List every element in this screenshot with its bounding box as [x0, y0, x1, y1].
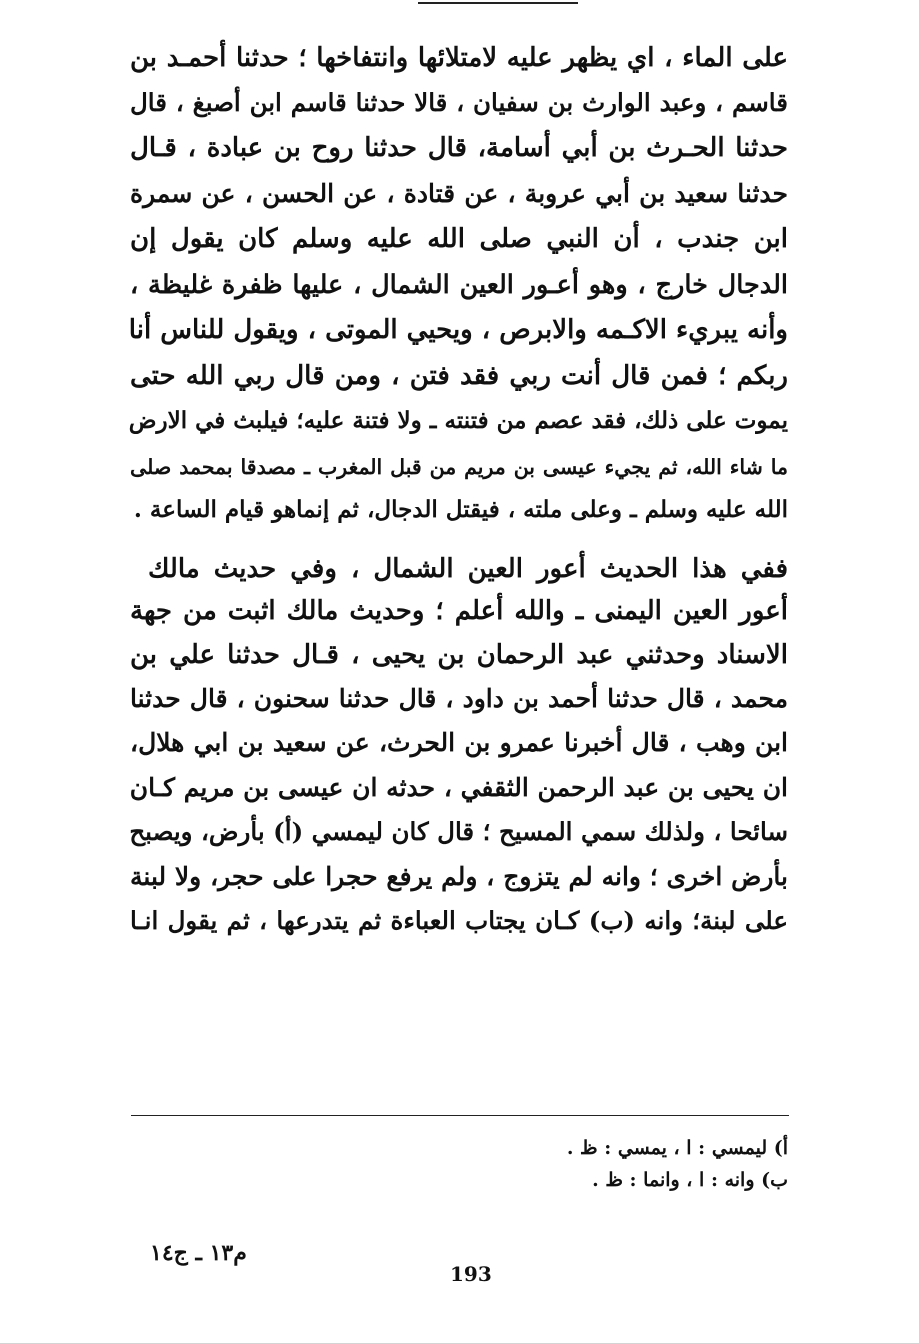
text-line: ابن وهب ، قال أخبرنا عمرو بن الحرث، عن سعيد بن ابي هلال،: [130, 728, 788, 757]
text-line: قاسم ، وعبد الوارث بن سفيان ، قالا حدثنا قاسم ابن أصبغ ، قال: [130, 88, 788, 117]
text-line: ابن جندب ، أن النبي صلى الله عليه وسلم كان يقول إن: [130, 224, 788, 254]
text-line: وأنه يبريء الاكـمه والابرص ، ويحيي الموتى ، ويقول للناس أنا: [128, 315, 788, 345]
text-line: سائحا ، ولذلك سمي المسيح ؛ قال كان ليمسي (أ) بأرض، ويصبح: [129, 817, 788, 846]
text-line: حدثنا سعيد بن أبي عروبة ، عن قتادة ، عن الحسن ، عن سمرة: [130, 179, 788, 208]
page-number: 193: [450, 1262, 492, 1286]
text-line: ما شاء الله، ثم يجيء عيسى بن مريم من قبل المغرب ـ مصدقا بمحمد صلى: [130, 455, 788, 479]
text-line: محمد ، قال حدثنا أحمد بن داود ، قال حدثنا سحنون ، قال حدثنا: [130, 684, 788, 713]
text-line: يموت على ذلك، فقد عصم من فتنته ـ ولا فتنة عليه؛ فيلبث في الارض: [128, 407, 788, 434]
text-line: أعور العين اليمنى ـ والله أعلم ؛ وحديث مالك اثبت من جهة: [130, 596, 788, 626]
text-line: ان يحيى بن عبد الرحمن الثقفي ، حدثه ان عيسى بن مريم كـان: [129, 773, 788, 802]
footnote-rule: [131, 1115, 789, 1116]
signature-mark: م١٣ ـ ج١٤: [150, 1240, 247, 1266]
text-line: على لبنة؛ وانه (ب) كـان يجتاب العباءة ثم يتدرعها ، ثم يقول انـا: [130, 906, 788, 935]
text-line: حدثنا الحـرث بن أبي أسامة، قال حدثنا روح بن عبادة ، قـال: [130, 133, 788, 163]
text-line: الاسناد وحدثني عبد الرحمان بن يحيى ، قـال حدثنا علي بن: [130, 640, 788, 670]
footnote-b: ب) وانه : ا ، وانما : ظ .: [592, 1169, 788, 1191]
header-rule: [418, 2, 578, 4]
text-line: ففي هذا الحديث أعور العين الشمال ، وفي حديث مالك: [148, 554, 788, 584]
text-line: بأرض اخرى ؛ وانه لم يتزوج ، ولم يرفع حجرا على حجر، ولا لبنة: [130, 862, 788, 891]
text-line: الله عليه وسلم ـ وعلى ملته ، فيقتل الدجال، ثم إنماهو قيام الساعة .: [133, 496, 788, 523]
text-line: على الماء ، اي يظهر عليه لامتلائها وانتفاخها ؛ حدثنا أحمـد بن: [130, 43, 788, 73]
text-line: ربكم ؛ فمن قال أنت ربي فقد فتن ، ومن قال ربي الله حتى: [130, 361, 788, 391]
text-line: الدجال خارج ، وهو أعـور العين الشمال ، عليها ظفرة غليظة ،: [130, 270, 788, 300]
footnote-a: أ) ليمسي : ا ، يمسي : ظ .: [566, 1137, 788, 1159]
